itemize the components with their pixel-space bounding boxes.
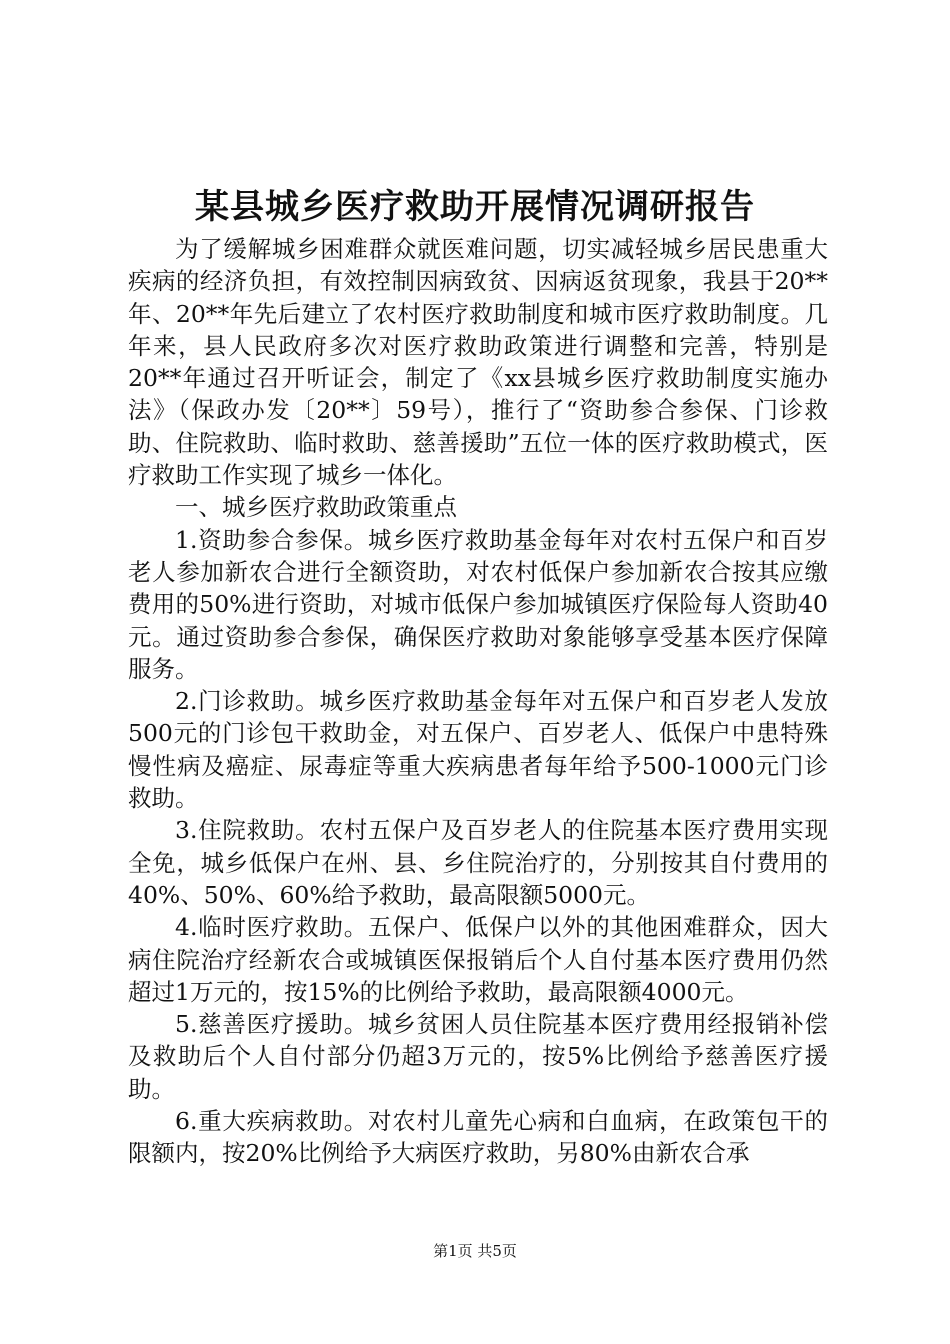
page-number-footer: 第1页 共5页 [433, 1242, 517, 1260]
section-heading: 一、城乡医疗救助政策重点 [175, 493, 457, 522]
intro-paragraph: 为了缓解城乡困难群众就医难问题，切实减轻城乡居民患重大疾病的经济负担，有效控制因病致贫、因病返贫现象，我县于20**年、20**年先后建立了农村医疗救助制度和城市医疗救助制度。几年来，县人民政府多次对医疗救助政策进行调整和完善，特别是20**年通过召开听证会，制定了《xx县城乡医疗救助制度实施办法》（保政办发〔20**〕59号），推行了“资助参合参保、门诊救助、住院救助、临时救助、慈善援助”五位一体的医疗救助模式，医疗救助工作实现了城乡一体化。 [128, 235, 828, 490]
policy-item-3: 3.住院救助。农村五保户及百岁老人的住院基本医疗费用实现全免，城乡低保户在州、县、乡住院治疗的，分别按其自付费用的40%、50%、60%给予救助，最高限额5000元。 [128, 816, 828, 909]
document-title: 某县城乡医疗救助开展情况调研报告 [195, 187, 755, 227]
policy-item-2: 2.门诊救助。城乡医疗救助基金每年对五保户和百岁老人发放500元的门诊包干救助金，对五保户、百岁老人、低保户中患特殊慢性病及癌症、尿毒症等重大疾病患者每年给予500-1000元门诊救助。 [128, 687, 828, 813]
document-body [128, 233, 828, 1170]
policy-item-1: 1.资助参合参保。城乡医疗救助基金每年对农村五保户和百岁老人参加新农合进行全额资助，对农村低保户参加新农合按其应缴费用的50%进行资助，对城市低保户参加城镇医疗保险每人资助40元。通过资助参合参保，确保医疗救助对象能够享受基本医疗保障服务。 [128, 525, 828, 683]
policy-item-5: 5.慈善医疗援助。城乡贫困人员住院基本医疗费用经报销补偿及救助后个人自付部分仍超3万元的，按5%比例给予慈善医疗援助。 [128, 1010, 828, 1103]
policy-item-6: 6.重大疾病救助。对农村儿童先心病和白血病，在政策包干的限额内，按20%比例给予大病医疗救助，另80%由新农合承 [128, 1107, 828, 1168]
policy-item-4: 4.临时医疗救助。五保户、低保户以外的其他困难群众，因大病住院治疗经新农合或城镇医保报销后个人自付基本医疗费用仍然超过1万元的，按15%的比例给予救助，最高限额4000元。 [128, 913, 828, 1006]
